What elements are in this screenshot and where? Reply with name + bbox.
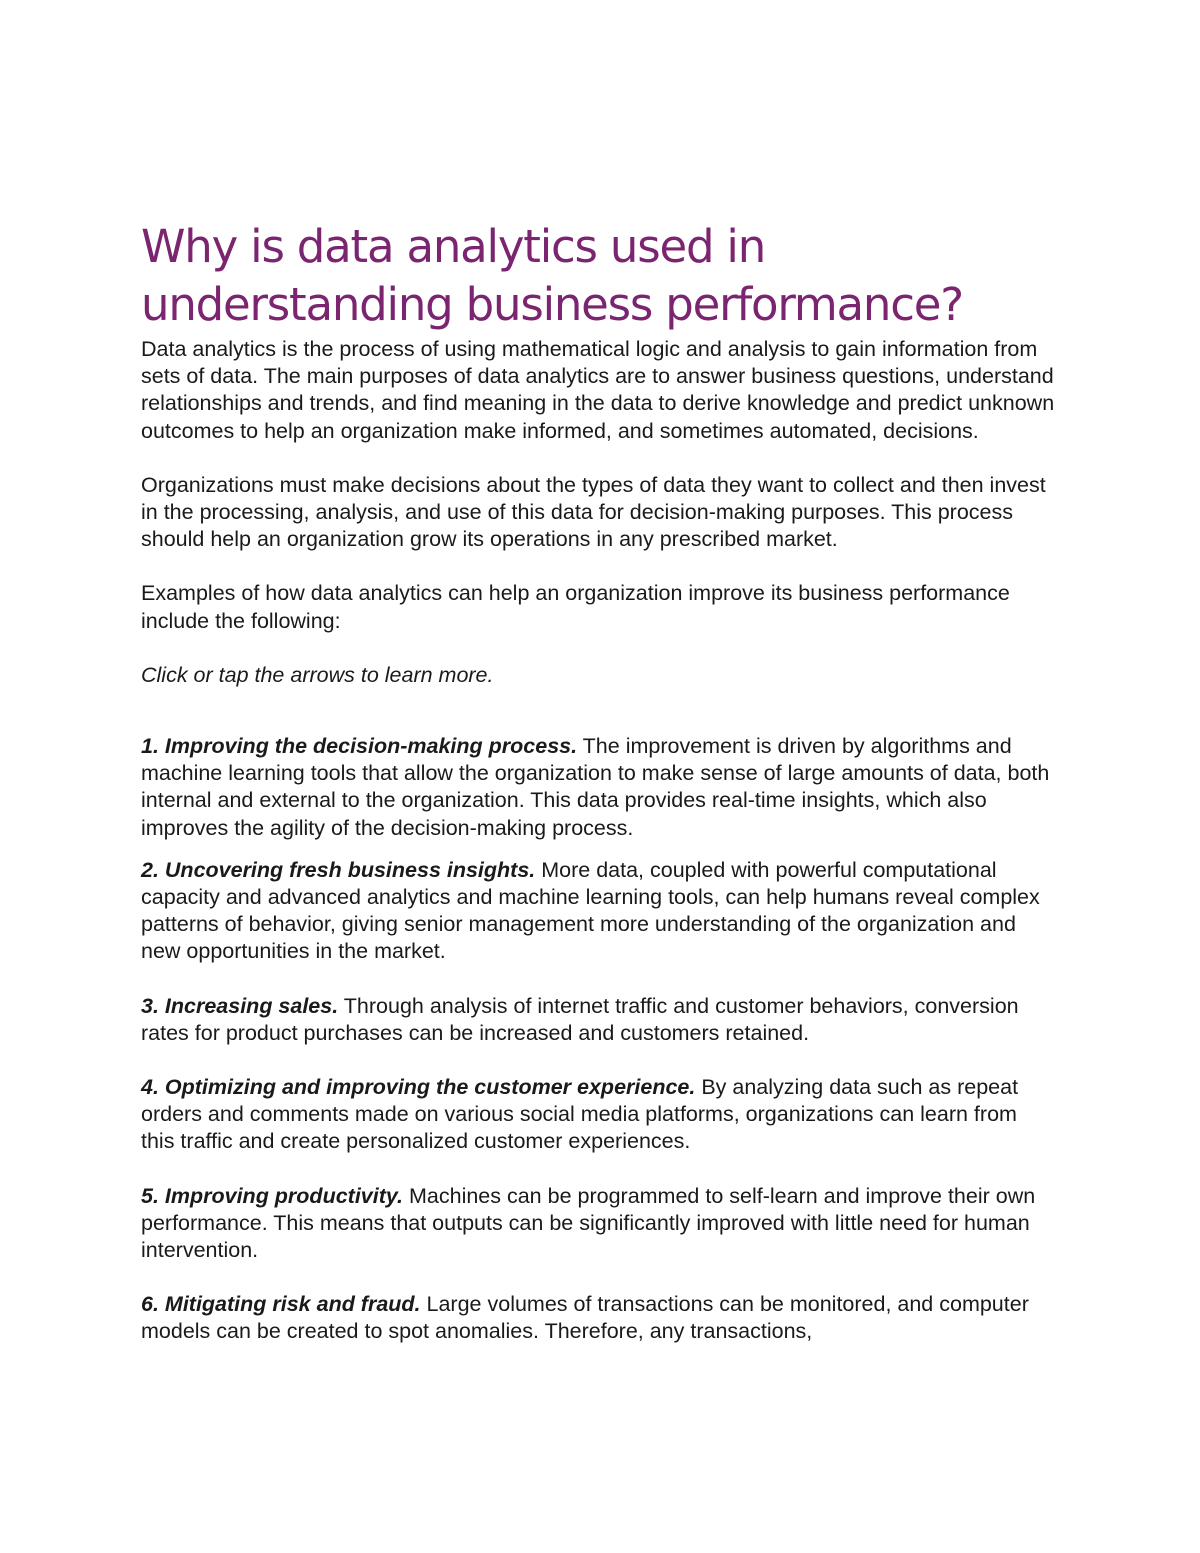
list-item xyxy=(141,1291,1056,1345)
list-item xyxy=(141,1183,1056,1265)
list-item-body: Large volumes of transactions can be monitored, and computer models can be created to spot anomalies. Therefore, any transactions, xyxy=(141,1292,1029,1344)
list-item-body: By analyzing data such as repeat orders and comments made on various social media platforms, organizations can learn from this traffic and create personalized customer experiences. xyxy=(141,1075,1019,1154)
list-item-heading: 6. Mitigating risk and fraud. xyxy=(141,1292,421,1317)
benefits-list xyxy=(141,733,1056,1346)
instruction-text: Click or tap the arrows to learn more. xyxy=(141,662,494,687)
list-item-heading: 3. Increasing sales. xyxy=(141,993,339,1018)
examples-intro-paragraph: Examples of how data analytics can help an organization improve its business performance include the following: xyxy=(141,581,1010,633)
list-item-heading: 5. Improving productivity. xyxy=(141,1183,404,1208)
list-item xyxy=(141,857,1056,966)
intro-paragraph: Data analytics is the process of using mathematical logic and analysis to gain information from sets of data. The main purposes of data analytics are to answer business questions, understand relationships and trends, and find meaning in the data to derive knowledge and predict unknown outcomes to help an organization make informed, and sometimes automated, decisions. xyxy=(141,337,1055,443)
list-item-body: Through analysis of internet traffic and customer behaviors, conversion rates for product purchases can be increased and customers retained. xyxy=(141,993,1019,1045)
list-item-heading: 4. Optimizing and improving the customer experience. xyxy=(141,1075,696,1100)
list-item-body: More data, coupled with powerful computational capacity and advanced analytics and machine learning tools, can help humans reveal complex patterns of behavior, giving senior management more understanding of the organization and new opportunities in the market. xyxy=(141,857,1040,964)
list-item-heading: 1. Improving the decision-making process. xyxy=(141,734,578,759)
list-item-heading: 2. Uncovering fresh business insights. xyxy=(141,857,536,882)
list-item xyxy=(141,733,1056,842)
list-item xyxy=(141,993,1056,1047)
list-item-body: Machines can be programmed to self-learn and improve their own performance. This means that outputs can be significantly improved with little need for human intervention. xyxy=(141,1183,1036,1263)
document-page xyxy=(141,218,1056,1346)
page-title: Why is data analytics used in understanding business performance? xyxy=(141,220,963,331)
decisions-paragraph: Organizations must make decisions about the types of data they want to collect and then invest in the processing, analysis, and use of this data for decision-making purposes. This process should help an organization grow its operations in any prescribed market. xyxy=(141,472,1046,552)
list-item-body: The improvement is driven by algorithms and machine learning tools that allow the organization to make sense of large amounts of data, both internal and external to the organization. This data provides real-time insights, which also improves the agility of the decision-making process. xyxy=(141,734,1050,840)
list-item xyxy=(141,1074,1056,1156)
